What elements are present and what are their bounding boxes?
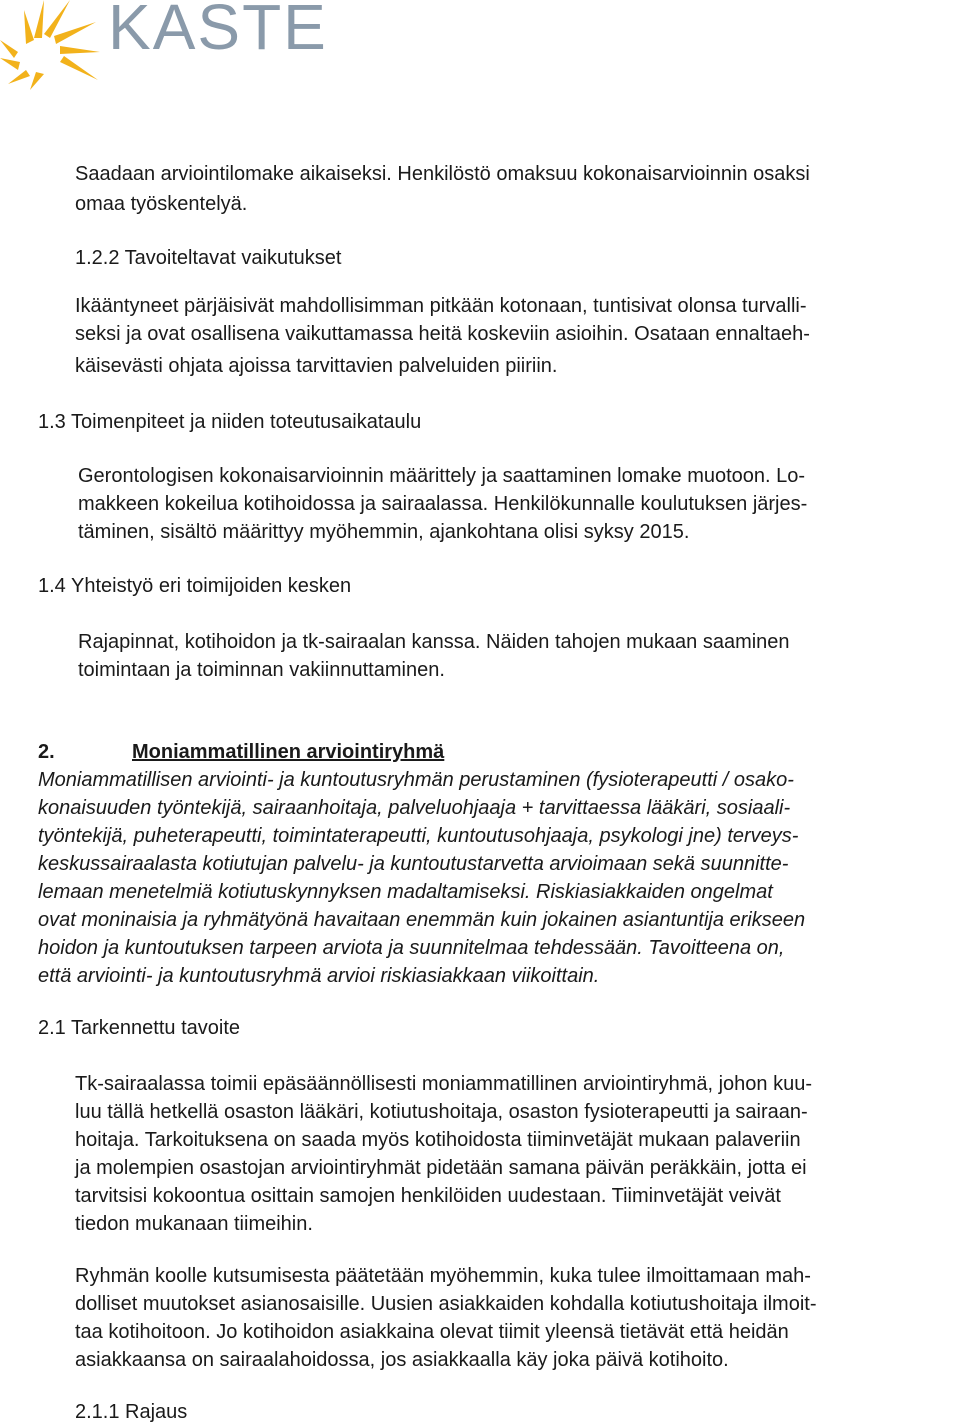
paragraph-line: Ikääntyneet pärjäisivät mahdollisimman pitkään kotonaan, tuntisivat olonsa turvalli- [75, 295, 807, 317]
paragraph-line: toimintaan ja toiminnan vakiinnuttaminen. [78, 659, 445, 681]
paragraph-line: makkeen kokeilua kotihoidossa ja sairaalassa. Henkilökunnalle koulutuksen järjes- [78, 493, 808, 515]
section-heading: 1.2.2 Tavoiteltavat vaikutukset [75, 247, 342, 269]
paragraph-line: Moniammatillisen arviointi- ja kuntoutusryhmän perustaminen (fysioterapeutti / osako- [38, 769, 794, 791]
paragraph-line: Tk-sairaalassa toimii epäsäännöllisesti moniammatillinen arviointiryhmä, johon kuu- [75, 1073, 812, 1095]
paragraph-line: asiakkaansa on sairaalahoidossa, jos asiakkaalla käy joka päivä kotihoito. [75, 1349, 729, 1371]
paragraph-line: Saadaan arviointilomake aikaiseksi. Henkilöstö omaksuu kokonaisarvioinnin osaksi [75, 163, 810, 185]
paragraph-line: luu tällä hetkellä osaston lääkäri, kotiutushoitaja, osaston fysioterapeutti ja sairaan- [75, 1101, 808, 1123]
paragraph-line: että arviointi- ja kuntoutusryhmä arvioi riskiasiakkaan viikoittain. [38, 965, 600, 987]
paragraph-line: seksi ja ovat osallisena vaikuttamassa heitä koskeviin asioihin. Osataan ennaltaeh- [75, 323, 810, 345]
paragraph-line: keskussairaalasta kotiutujan palvelu- ja kuntoutustarvetta arvioimaan sekä suunnitte- [38, 853, 789, 875]
paragraph-line: Ryhmän koolle kutsumisesta päätetään myöhemmin, kuka tulee ilmoittamaan mah- [75, 1265, 811, 1287]
paragraph-line: käisevästi ohjata ajoissa tarvittavien palveluiden piiriin. [75, 355, 558, 377]
paragraph-line: taa kotihoitoon. Jo kotihoidon asiakkaina olevat tiimit yleensä tietävät että heidän [75, 1321, 789, 1343]
logo-text: KASTE [108, 0, 328, 63]
chapter-title: Moniammatillinen arviointiryhmä [132, 741, 445, 763]
section-heading: 1.3 Toimenpiteet ja niiden toteutusaikataulu [38, 411, 422, 433]
paragraph-line: tiedon mukanaan tiimeihin. [75, 1213, 313, 1235]
kaste-logo [0, 0, 328, 90]
paragraph-line: tarvitsisi kokoontua osittain samojen henkilöiden uudestaan. Tiiminvetäjät veivät [75, 1185, 781, 1207]
paragraph-line: täminen, sisältö määrittyy myöhemmin, ajankohtana olisi syksy 2015. [78, 521, 690, 543]
paragraph-line: työntekijä, puheterapeutti, toimintaterapeutti, kuntoutusohjaaja, psykologi jne) terveys- [38, 825, 799, 847]
paragraph-line: hoidon ja kuntoutuksen tarpeen arviota ja suunnitelmaa tehdessään. Tavoitteena on, [38, 937, 785, 959]
paragraph-line: Gerontologisen kokonaisarvioinnin määrittely ja saattaminen lomake muotoon. Lo- [78, 465, 806, 487]
chapter-number: 2. [38, 741, 55, 763]
paragraph-line: Rajapinnat, kotihoidon ja tk-sairaalan kanssa. Näiden tahojen mukaan saaminen [78, 631, 790, 653]
paragraph-line: ja molempien osastojan arviointiryhmät pidetään samana päivän peräkkäin, jotta ei [75, 1157, 807, 1179]
section-heading: 2.1.1 Rajaus [75, 1401, 188, 1423]
paragraph-line: ovat moninaisia ja ryhmätyönä havaitaan enemmän kuin jokainen asiantuntija erikseen [38, 909, 806, 931]
section-heading: 1.4 Yhteistyö eri toimijoiden kesken [38, 575, 352, 597]
paragraph-line: dolliset muutokset asianosaisille. Uusien asiakkaiden kohdalla kotiutushoitaja ilmoit- [75, 1293, 817, 1315]
paragraph-line: omaa työskentelyä. [75, 193, 248, 215]
section-heading: 2.1 Tarkennettu tavoite [38, 1017, 240, 1039]
paragraph-line: konaisuuden työntekijä, sairaanhoitaja, palveluohjaaja + tarvittaessa lääkäri, sosiaali- [38, 797, 791, 819]
sun-emblem-icon [0, 0, 100, 90]
paragraph-line: lemaan menetelmiä kotiutuskynnyksen madaltamiseksi. Riskiasiakkaiden ongelmat [38, 881, 773, 903]
paragraph-line: hoitaja. Tarkoituksena on saada myös kotihoidosta tiiminvetäjät mukaan palaveriin [75, 1129, 801, 1151]
